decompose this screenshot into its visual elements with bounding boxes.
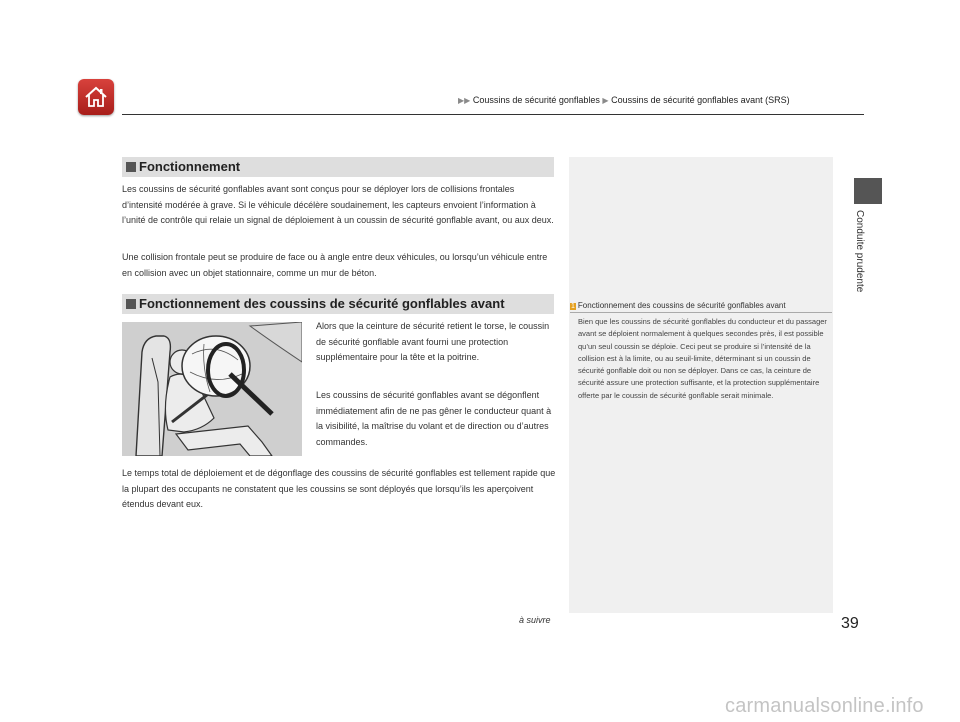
section-square-icon xyxy=(126,299,136,309)
breadcrumb-separator-icon: ▶ xyxy=(602,96,609,105)
chapter-tab[interactable] xyxy=(854,178,882,204)
section-heading-fonctionnement-coussins xyxy=(122,294,554,314)
breadcrumb xyxy=(458,95,790,105)
side-note-title-text: Fonctionnement des coussins de sécurité gonflables avant xyxy=(577,301,786,310)
page-number: 39 xyxy=(841,615,859,632)
breadcrumb-arrow-icon: ▶▶ xyxy=(458,96,471,105)
section-heading-fonctionnement xyxy=(122,157,554,177)
section-title: Fonctionnement xyxy=(139,159,241,174)
paragraph-collision: Une collision frontale peut se produire de face ou à angle entre deux véhicules, ou lorsqu’un véhicule entre en collision avec un objet stationnaire, comme un mur de béton. xyxy=(122,252,548,278)
paragraph-belt: Alors que la ceinture de sécurité retient le torse, le coussin de sécurité gonflable avant fourni une protection supplémentaire pour la tête et la poitrine. xyxy=(316,321,550,362)
paragraph-timing: Le temps total de déploiement et de dégonflage des coussins de sécurité gonflables est tellement rapide que la plupart des occupants ne constatent que les coussins se sont déployés que lorsqu’ils les aperçoivent étendus devant eux. xyxy=(122,468,556,509)
side-note-divider xyxy=(570,312,832,313)
note-number-badge: 1 xyxy=(571,303,575,310)
paragraph-deflate: Les coussins de sécurité gonflables avant se dégonflent immédiatement afin de ne pas gêner le conducteur quant à la visibilité, la maîtrise du volant et de direction ou d’autres commandes. xyxy=(316,390,552,447)
home-icon xyxy=(83,84,109,110)
header-divider xyxy=(122,114,864,115)
breadcrumb-link-airbags[interactable]: Coussins de sécurité gonflables xyxy=(472,95,600,105)
watermark: carmanualsonline.info xyxy=(725,695,924,717)
airbag-illustration xyxy=(122,322,302,456)
breadcrumb-current: Coussins de sécurité gonflables avant (SRS) xyxy=(611,95,790,105)
home-button[interactable] xyxy=(78,79,114,115)
side-note-title xyxy=(570,301,832,310)
paragraph-deployment: Les coussins de sécurité gonflables avant sont conçus pour se déployer lors de collisions frontales d’intensité modérée à grave. Si le véhicule décélère soudainement, les capteurs envoient l’information à l’unité de contrôle qui relaie un signal de déploiement à un coussin de sécurité gonflable avant, ou aux deux. xyxy=(122,184,554,225)
section-title: Fonctionnement des coussins de sécurité gonflables avant xyxy=(139,296,505,311)
chapter-label: Conduite prudente xyxy=(854,210,865,293)
section-square-icon xyxy=(126,162,136,172)
continued-label: à suivre xyxy=(519,615,551,625)
side-note-text: Bien que les coussins de sécurité gonflables du conducteur et du passager avant se déploient normalement à quelques secondes près, il est possible qu’un seul coussin se déploie. Ceci peut se produire si l’intensité de la collision est à la limite, ou au seuil-limite, déterminant si un coussin de sécurité gonflable doit ou non se déployer. Dans ce cas, la ceinture de sécurité assure une protection suffisante, et la protection supplémentaire offerte par le coussin de sécurité gonflable serait minimale. xyxy=(578,317,827,400)
